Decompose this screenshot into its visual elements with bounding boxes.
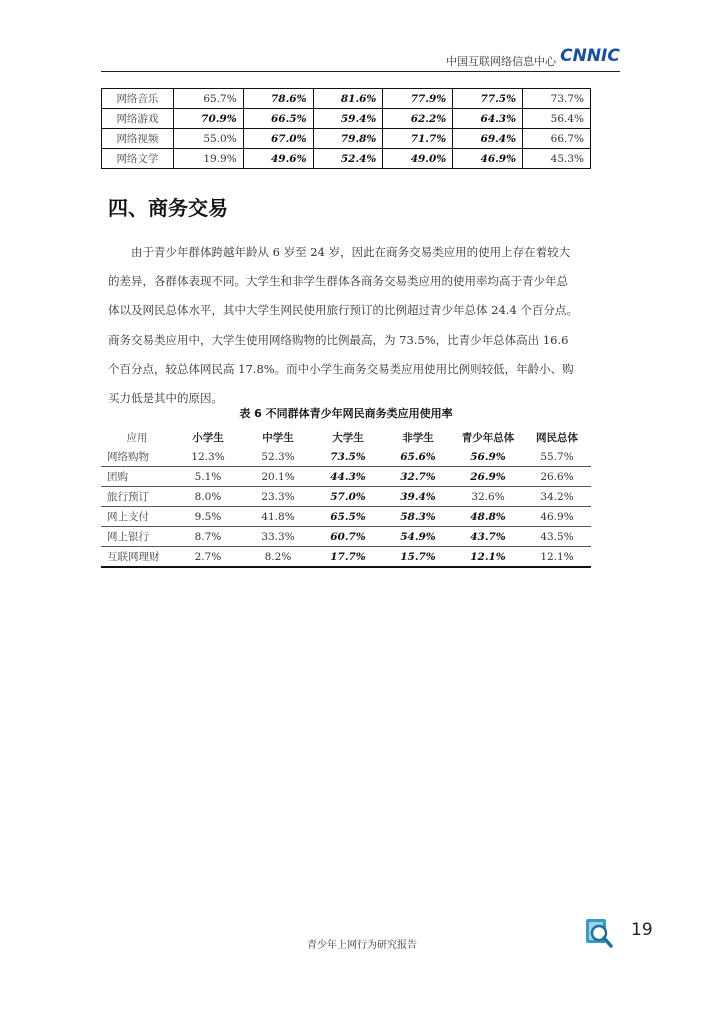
table-row: [101, 527, 591, 547]
row-label: 网络视频: [102, 129, 174, 149]
row-label: 网上银行: [101, 527, 173, 547]
table-cell: 17.7%: [313, 547, 383, 568]
paragraph-line: 买力低是其中的原因。: [108, 391, 223, 406]
section-paragraph: [108, 238, 612, 413]
table-cell: 60.7%: [313, 527, 383, 547]
paragraph-line: 由于青少年群体跨越年龄从 6 岁至 24 岁，因此在商务交易类应用的使用上存在着较大: [131, 245, 571, 259]
table-row: [101, 487, 591, 507]
top-table-row: [102, 129, 591, 149]
table-row: [101, 467, 591, 487]
header-org-name: 中国互联网络信息中心: [446, 55, 556, 68]
table-cell: 65.7%: [173, 89, 243, 109]
table-cell: 43.7%: [453, 527, 523, 547]
table-cell: 48.8%: [453, 507, 523, 527]
main-table-body: [101, 447, 591, 567]
row-label: 旅行预订: [101, 487, 173, 507]
row-label: 网络购物: [101, 447, 173, 467]
column-header: 青少年总体: [461, 432, 515, 444]
table-cell: 59.4%: [313, 109, 383, 129]
table-cell: 23.3%: [243, 487, 313, 507]
section-title: 四、商务交易: [108, 196, 228, 220]
table-cell: 54.9%: [383, 527, 453, 547]
table-cell: 66.5%: [243, 109, 313, 129]
table-cell: 8.7%: [173, 527, 243, 547]
table-cell: 65.6%: [383, 447, 453, 467]
table-cell: 52.4%: [313, 149, 383, 169]
table-cell: 56.4%: [523, 109, 591, 129]
column-header: 网民总体: [536, 432, 578, 444]
table-cell: 43.5%: [523, 527, 591, 547]
column-header: 中学生: [262, 432, 294, 444]
table-cell: 41.8%: [243, 507, 313, 527]
table-cell: 8.2%: [243, 547, 313, 568]
table-caption: 表 6 不同群体青少年网民商务类应用使用率: [239, 407, 453, 420]
table-cell: 12.1%: [453, 547, 523, 568]
footer-report-title: 青少年上网行为研究报告: [307, 940, 417, 951]
logo-text: CNNIC: [560, 46, 620, 66]
page-number: 19: [631, 920, 653, 940]
table-cell: 52.3%: [243, 447, 313, 467]
main-table-header-row: [101, 428, 591, 447]
table-cell: 49.6%: [243, 149, 313, 169]
table-cell: 9.5%: [173, 507, 243, 527]
table-cell: 70.9%: [173, 109, 243, 129]
table-cell: 57.0%: [313, 487, 383, 507]
table-row: [101, 447, 591, 467]
table-cell: 46.9%: [453, 149, 523, 169]
table-cell: 8.0%: [173, 487, 243, 507]
top-table-row: [102, 89, 591, 109]
table-cell: 66.7%: [523, 129, 591, 149]
page-header: [101, 40, 620, 70]
table-cell: 34.2%: [523, 487, 591, 507]
table-cell: 49.0%: [383, 149, 453, 169]
table-cell: 5.1%: [173, 467, 243, 487]
table-cell: 19.9%: [173, 149, 243, 169]
paragraph-line: 体以及网民总体水平，其中大学生网民使用旅行预订的比例超过青少年总体 24.4 个百分点。: [108, 303, 578, 318]
row-label: 网上支付: [101, 507, 173, 527]
column-header: 应用: [126, 432, 148, 444]
paragraph-line: 的差异，各群体表现不同。大学生和非学生群体各商务交易类应用的使用率均高于青少年总: [108, 274, 568, 289]
top-table-row: [102, 109, 591, 129]
table-cell: 77.9%: [383, 89, 453, 109]
paragraph-line: 商务交易类应用中，大学生使用网络购物的比例最高，为 73.5%，比青少年总体高出 16.6: [108, 332, 569, 347]
table-cell: 62.2%: [383, 109, 453, 129]
top-table: [101, 88, 591, 169]
table-cell: 15.7%: [383, 547, 453, 568]
table-row: [101, 547, 591, 568]
table-cell: 2.7%: [173, 547, 243, 568]
column-header: 大学生: [332, 432, 364, 444]
top-table-body: [102, 89, 591, 169]
table-cell: 77.5%: [453, 89, 523, 109]
column-header: 小学生: [192, 432, 224, 444]
table-cell: 56.9%: [453, 447, 523, 467]
table-cell: 55.7%: [523, 447, 591, 467]
table-cell: 32.6%: [453, 487, 523, 507]
table-cell: 20.1%: [243, 467, 313, 487]
table-cell: 79.8%: [313, 129, 383, 149]
top-table-row: [102, 149, 591, 169]
table-cell: 12.1%: [523, 547, 591, 568]
table-cell: 64.3%: [453, 109, 523, 129]
table-row: [101, 507, 591, 527]
table-cell: 67.0%: [243, 129, 313, 149]
table-cell: 12.3%: [173, 447, 243, 467]
table-cell: 69.4%: [453, 129, 523, 149]
table-cell: 81.6%: [313, 89, 383, 109]
table-cell: 55.0%: [173, 129, 243, 149]
table-cell: 46.9%: [523, 507, 591, 527]
table-cell: 33.3%: [243, 527, 313, 547]
row-label: 团购: [101, 467, 173, 487]
table-cell: 78.6%: [243, 89, 313, 109]
cnnic-logo: [560, 42, 620, 66]
table-cell: 44.3%: [313, 467, 383, 487]
table-cell: 39.4%: [383, 487, 453, 507]
header-rule: [101, 71, 620, 72]
row-label: 网络文学: [102, 149, 174, 169]
paragraph-line: 个百分点，较总体网民高 17.8%。而中小学生商务交易类应用使用比例则较低，年龄小、购: [108, 361, 574, 376]
table-cell: 65.5%: [313, 507, 383, 527]
column-header: 非学生: [402, 432, 434, 444]
table-cell: 45.3%: [523, 149, 591, 169]
table-cell: 58.3%: [383, 507, 453, 527]
table-cell: 26.9%: [453, 467, 523, 487]
table-cell: 71.7%: [383, 129, 453, 149]
table-cell: 73.5%: [313, 447, 383, 467]
table-cell: 32.7%: [383, 467, 453, 487]
table-cell: 26.6%: [523, 467, 591, 487]
row-label: 网络游戏: [102, 109, 174, 129]
row-label: 互联网理财: [101, 547, 173, 568]
main-table: [101, 428, 591, 568]
row-label: 网络音乐: [102, 89, 174, 109]
table-cell: 73.7%: [523, 89, 591, 109]
